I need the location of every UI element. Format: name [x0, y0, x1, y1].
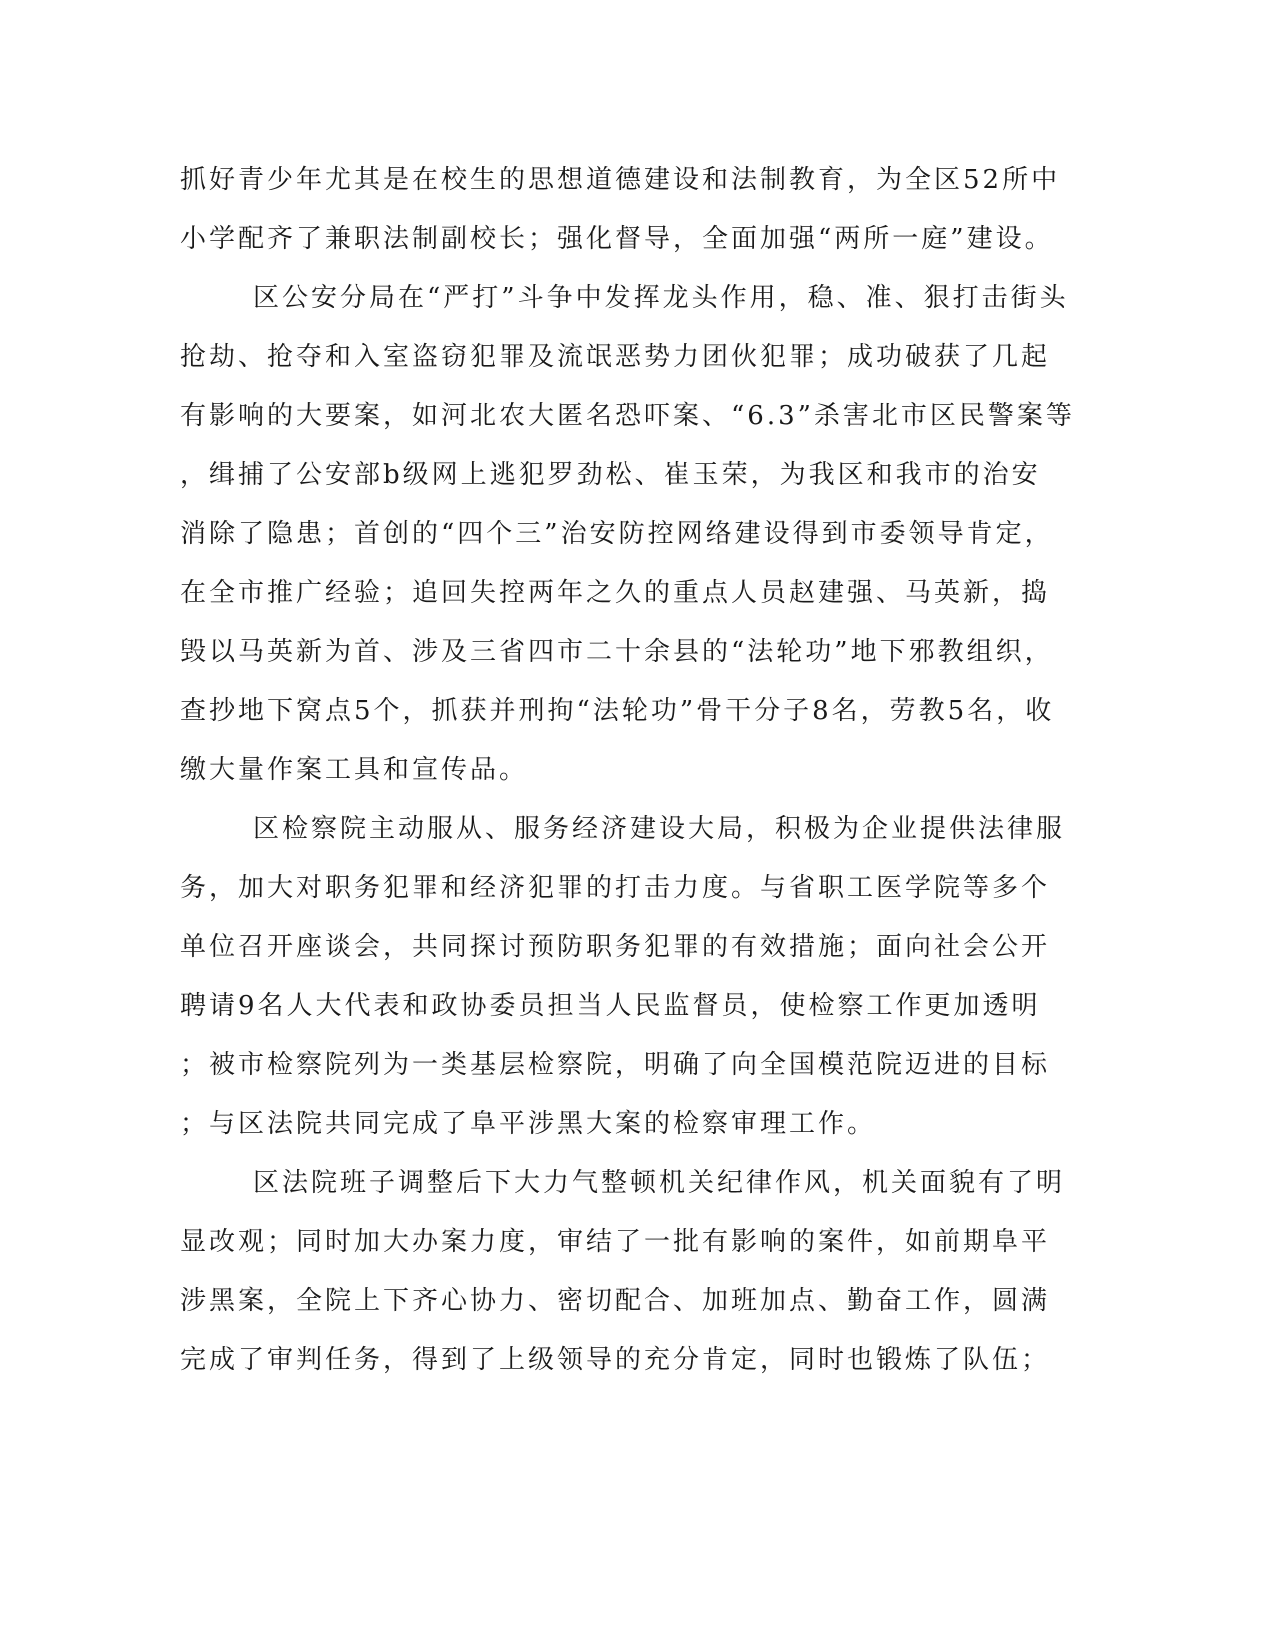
- text-line: ；被市检察院列为一类基层检察院，明确了向全国模范院迈进的目标: [180, 1050, 1051, 1080]
- text-line: 抢劫、抢夺和入室盗窃犯罪及流氓恶势力团伙犯罪；成功破获了几起: [180, 342, 1051, 372]
- text-line: 在全市推广经验；追回失控两年之久的重点人员赵建强、马英新，捣: [180, 578, 1051, 608]
- text-line: 涉黑案，全院上下齐心协力、密切配合、加班加点、勤奋工作，圆满: [180, 1286, 1051, 1316]
- text-line: 缴大量作案工具和宣传品。: [180, 755, 529, 785]
- text-line: ；与区法院共同完成了阜平涉黑大案的检察审理工作。: [180, 1109, 877, 1139]
- text-line: 区检察院主动服从、服务经济建设大局，积极为企业提供法律服: [253, 814, 1066, 844]
- text-line: 区公安分局在“严打”斗争中发挥龙头作用，稳、准、狠打击街头: [253, 283, 1069, 313]
- text-line: 小学配齐了兼职法制副校长；强化督导，全面加强“两所一庭”建设。: [180, 224, 1054, 254]
- text-line: 务，加大对职务犯罪和经济犯罪的打击力度。与省职工医学院等多个: [180, 873, 1051, 903]
- text-line: 毁以马英新为首、涉及三省四市二十余县的“法轮功”地下邪教组织，: [180, 637, 1054, 667]
- text-line: 单位召开座谈会，共同探讨预防职务犯罪的有效措施；面向社会公开: [180, 932, 1051, 962]
- text-line: 有影响的大要案，如河北农大匿名恐吓案、“6.3”杀害北市区民警案等: [180, 401, 1075, 431]
- text-line: ，缉捕了公安部b级网上逃犯罗劲松、崔玉荣，为我区和我市的治安: [180, 460, 1041, 490]
- text-line: 显改观；同时加大办案力度，审结了一批有影响的案件，如前期阜平: [180, 1227, 1051, 1257]
- text-line: 聘请9名人大代表和政协委员担当人民监督员，使检察工作更加透明: [180, 991, 1041, 1021]
- text-line: 抓好青少年尤其是在校生的思想道德建设和法制教育，为全区52所中: [180, 165, 1061, 195]
- text-line: 查抄地下窝点5个，抓获并刑拘“法轮功”骨干分子8名，劳教5名，收: [180, 696, 1055, 726]
- text-line: 完成了审判任务，得到了上级领导的充分肯定，同时也锻炼了队伍；: [180, 1345, 1051, 1375]
- text-line: 区法院班子调整后下大力气整顿机关纪律作风，机关面貌有了明: [253, 1168, 1066, 1198]
- text-line: 消除了隐患；首创的“四个三”治安防控网络建设得到市委领导肯定，: [180, 519, 1054, 549]
